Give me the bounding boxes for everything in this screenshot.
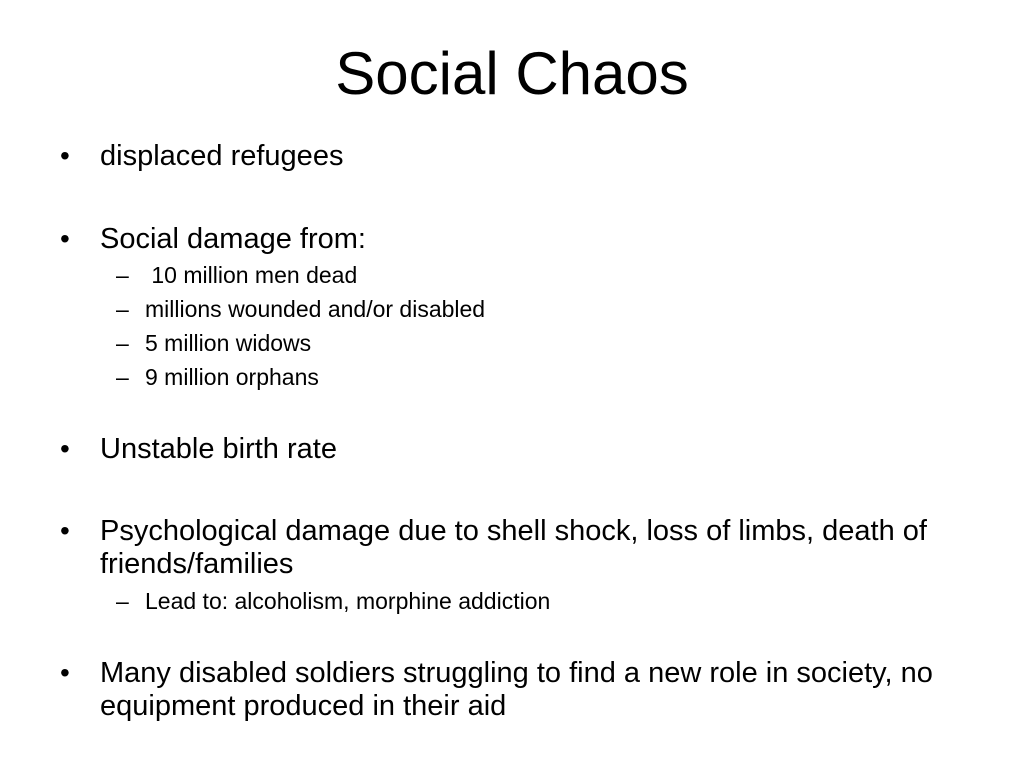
bullet-marker: • [60,657,70,688]
bullet-text: Many disabled soldiers struggling to find a new role in society, no equipment produced in their aid [100,657,933,722]
bullet-marker: • [60,140,70,171]
sub-bullet-marker: – [116,588,129,614]
bullet-text: Psychological damage due to shell shock, loss of limbs, death of friends/families [100,515,927,580]
sub-bullet-text: 10 million men dead [145,262,358,288]
bullet-text: Unstable birth rate [100,433,337,465]
sub-bullet-text: 9 million orphans [145,364,319,390]
sub-bullet-marker: – [116,330,129,356]
bullet-marker: • [60,515,70,546]
slide-title: Social Chaos [335,40,689,107]
sub-bullet-text: millions wounded and/or disabled [145,296,486,322]
sub-bullet-text: 5 million widows [145,330,312,356]
bullet-text: Social damage from: [100,223,366,255]
bullet-text: displaced refugees [100,140,344,172]
sub-bullet-marker: – [116,364,129,390]
sub-bullet-marker: – [116,296,129,322]
bullet-marker: • [60,433,70,464]
sub-bullet-text: Lead to: alcoholism, morphine addiction [145,588,551,614]
sub-bullet-marker: – [116,262,129,288]
bullet-marker: • [60,223,70,254]
